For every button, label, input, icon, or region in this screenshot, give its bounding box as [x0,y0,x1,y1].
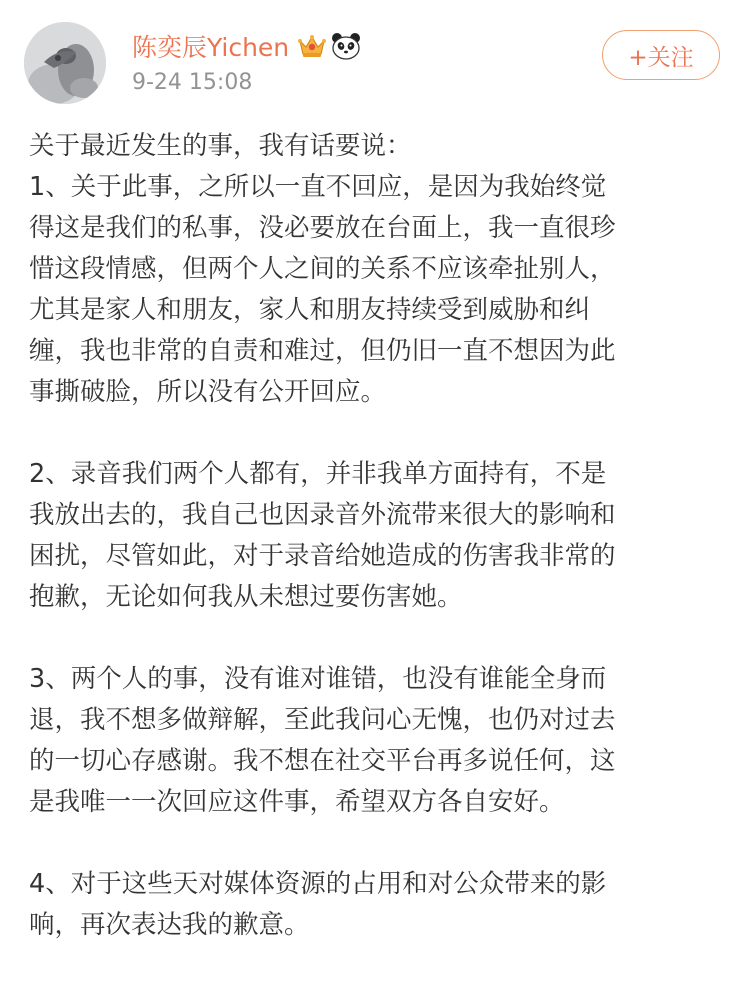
text-line: 缠，我也非常的自责和难过，但仍旧一直不想因为此 [29,336,616,366]
avatar-image [24,22,106,104]
paragraph-gap [29,823,729,864]
username[interactable]: 陈奕辰Yichen [132,33,290,62]
text-line: 困扰，尽管如此，对于录音给她造成的伤害我非常的 [29,541,616,571]
text-line: 抱歉，无论如何我从未想过要伤害她。 [29,582,463,612]
username-row [132,28,361,64]
text-line: 退，我不想多做辩解，至此我问心无愧，也仍对过去 [29,705,616,735]
text-line: 4、对于这些天对媒体资源的占用和对公众带来的影 [29,869,607,899]
text-line: 得这是我们的私事，没必要放在台面上，我一直很珍 [29,213,616,243]
text-line: 事撕破脸，所以没有公开回应。 [29,377,387,407]
paragraph-2 [29,454,729,618]
panda-icon [331,32,361,60]
text-line: 关于最近发生的事，我有话要说： [29,131,412,161]
text-line: 惜这段情感，但两个人之间的关系不应该牵扯别人， [29,254,616,284]
text-line: 2、录音我们两个人都有，并非我单方面持有，不是 [29,459,607,489]
paragraph-4 [29,864,729,946]
paragraph-gap [29,413,729,454]
paragraph-gap [29,618,729,659]
post-body [29,126,729,946]
text-line: 是我唯一一次回应这件事，希望双方各自安好。 [29,787,565,817]
text-line: 我放出去的，我自己也因录音外流带来很大的影响和 [29,500,616,530]
crown-icon [297,33,327,59]
follow-button[interactable]: +关注 [602,30,720,80]
paragraph-1 [29,167,729,413]
paragraph-3 [29,659,729,823]
text-line: 响，再次表达我的歉意。 [29,910,310,940]
text-line: 3、两个人的事，没有谁对谁错，也没有谁能全身而 [29,664,607,694]
post-header [0,0,747,110]
text-line: 的一切心存感谢。我不想在社交平台再多说任何，这 [29,746,616,776]
text-line: 1、关于此事，之所以一直不回应，是因为我始终觉 [29,172,607,202]
post-time: 9-24 15:08 [132,70,253,95]
avatar[interactable] [24,22,106,104]
post-intro [29,126,729,167]
text-line: 尤其是家人和朋友，家人和朋友持续受到威胁和纠 [29,295,591,325]
